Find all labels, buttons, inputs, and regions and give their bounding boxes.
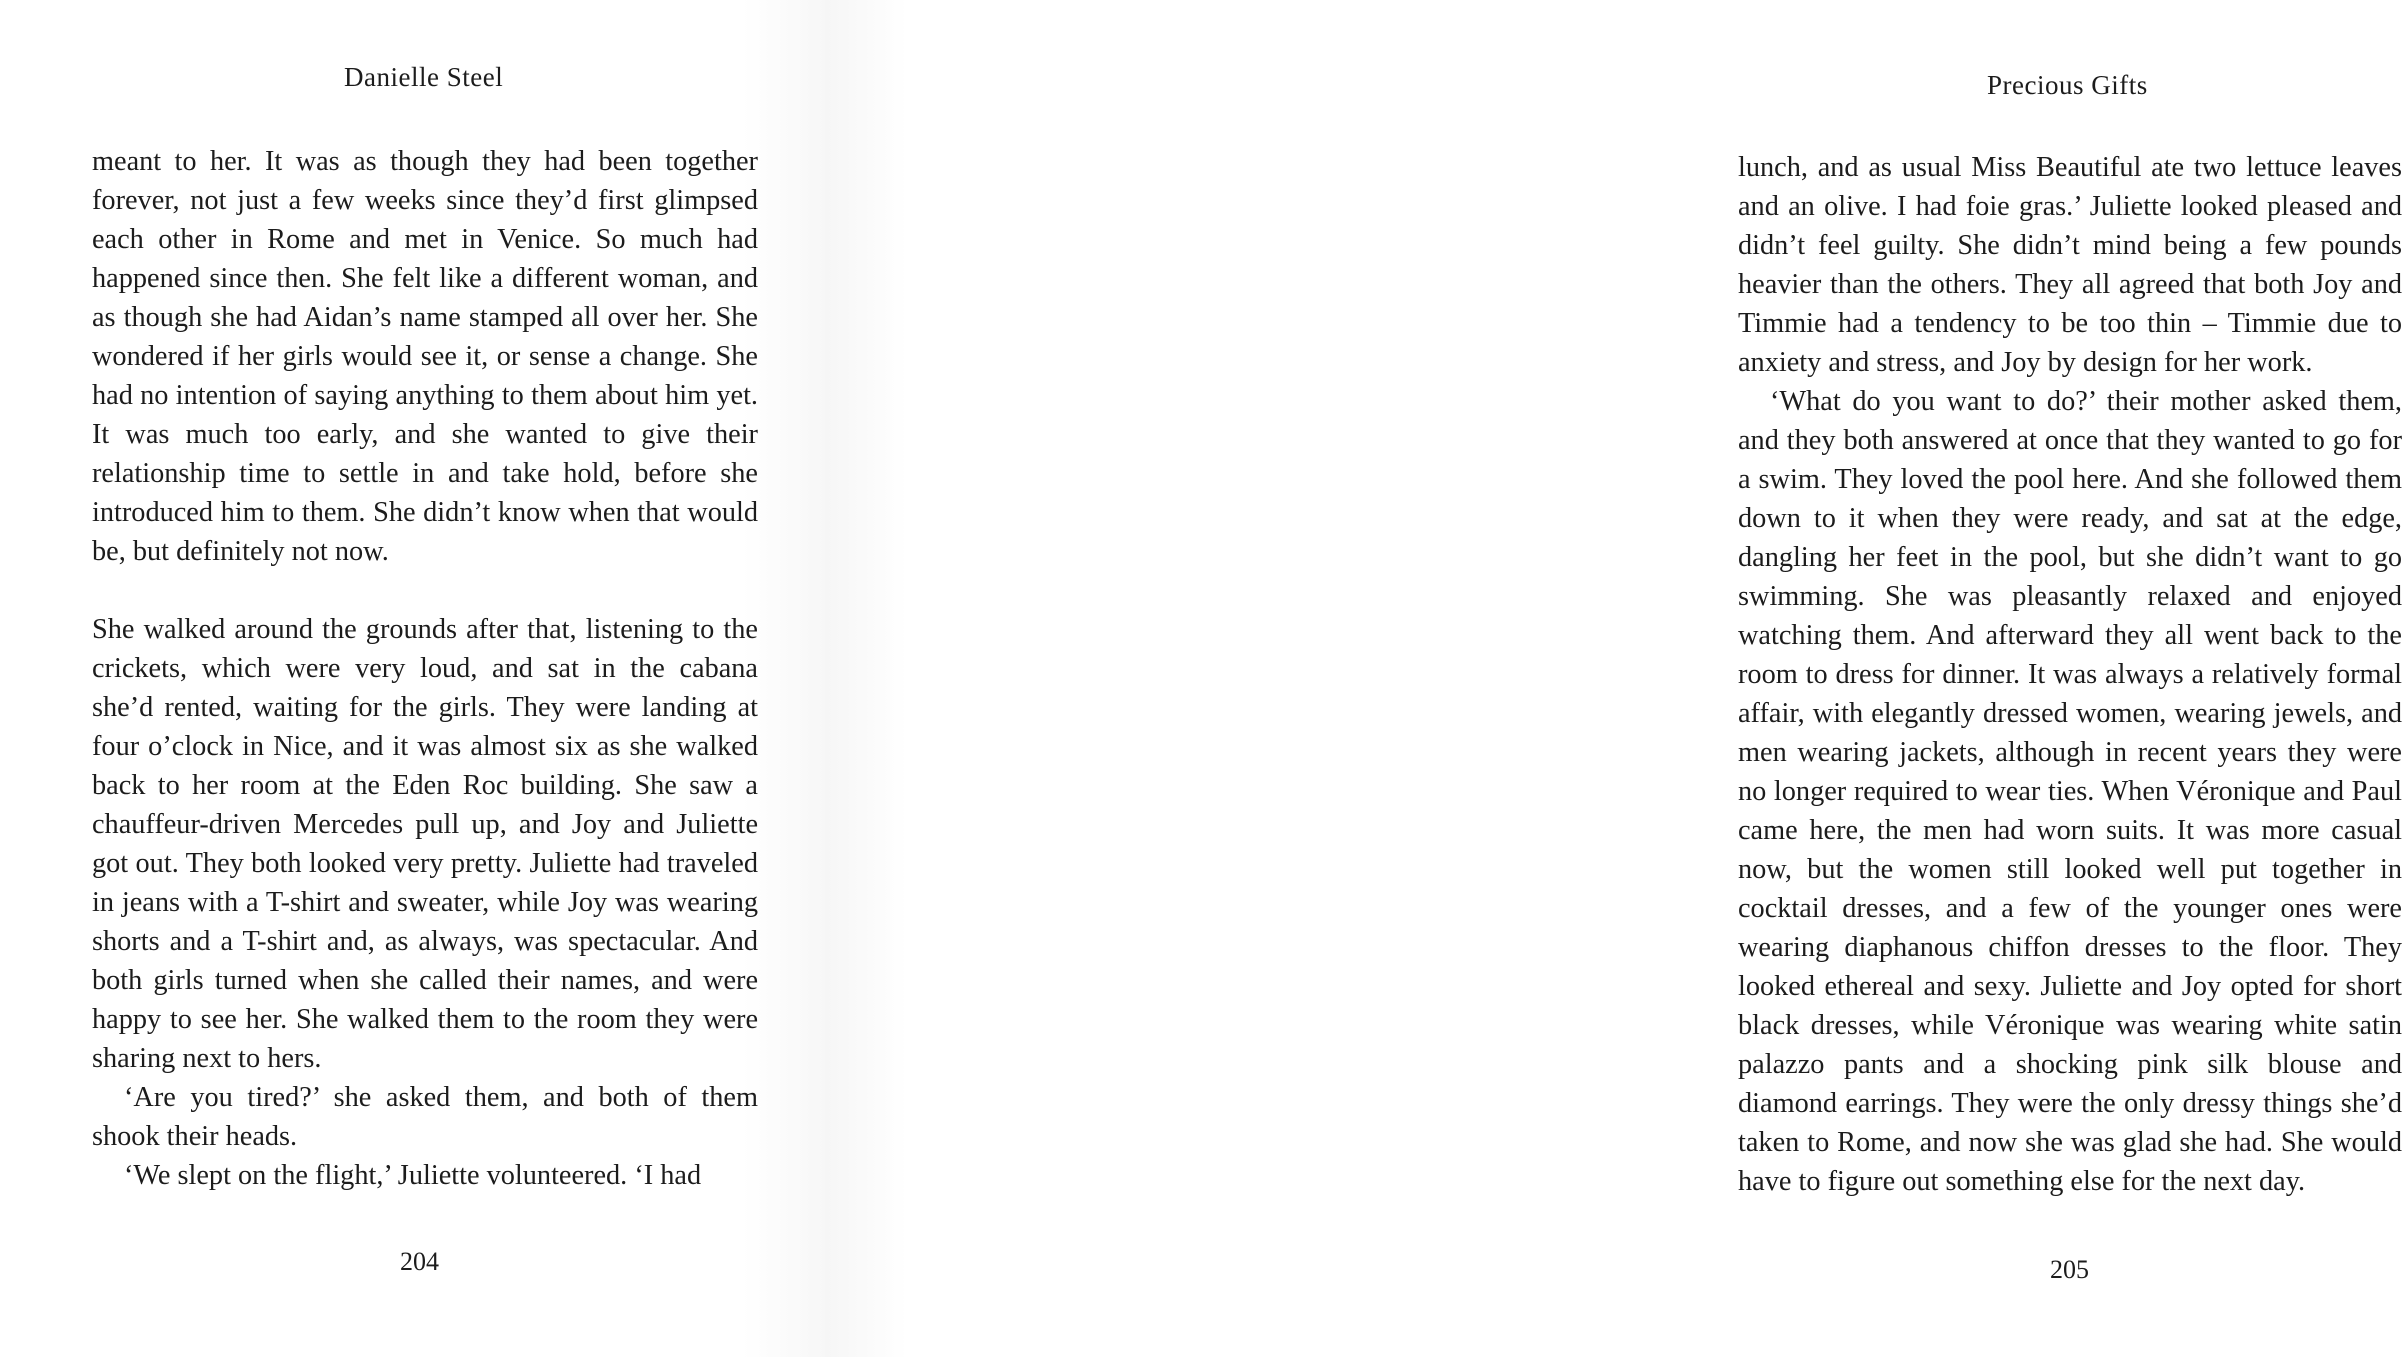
running-head-author: Danielle Steel [344,62,504,92]
running-head-title: Precious Gifts [1987,70,2148,100]
page-number-right: 205 [2050,1255,2089,1284]
paragraph: She walked around the grounds after that, listening to the crickets, which were very loud, and sat in the cabana she’d rented, waiting for the girls. They were landing at four o’clock in Nice, and it was almost six as she walked back to her room at the Eden Roc building. She saw a chauffeur-driven Mercedes pull up, and Joy and Juliette got out. They both looked very pretty. Juliette had traveled in jeans with a T-shirt and sweater, while Joy was wearing shorts and a T-shirt and, as always, was spectacular. And both girls turned when she called their names, and were happy to see her. She walked them to the room they were sharing next to hers. [92,614,758,1074]
paragraph: ‘What do you want to do?’ their mother asked them, and they both answered at once that they wanted to go for a swim. They loved the pool here. And she followed them down to it when they were ready, and sat at the edge, dangling her feet in the pool, but she didn’t want to go swimming. She was pleasantly relaxed and enjoyed watching them. And afterward they all went back to the room to dress for dinner. It was always a relatively formal affair, with elegantly dressed women, wearing jewels, and men wearing jackets, although in recent years they were no longer required to wear ties. When Véronique and Paul came here, the men had worn suits. It was more casual now, but the women still looked well put together in cocktail dresses, and a few of the younger ones were wearing diaphanous chiffon dresses to the floor. They looked ethereal and sexy. Juliette and Joy opted for short black dresses, while Véronique was wearing white satin palazzo pants and a shocking pink silk blouse and diamond earrings. They were the only dressy things she’d taken to Rome, and now she was glad she had. She would have to figure out something else for the next day. [1738,386,2402,1197]
right-page [825,0,2402,1357]
right-page-body [1738,148,2402,1201]
paragraph: lunch, and as usual Miss Beautiful ate two lettuce leaves and an olive. I had foie gras.’ Juliette looked pleased and didn’t feel guilty. She didn’t mind being a few pounds heavier than the others. They all agreed that both Joy and Timmie had a tendency to be too thin – Timmie due to anxiety and stress, and Joy by design for her work. [1738,152,2402,378]
paragraph: ‘Are you tired?’ she asked them, and both of them shook their heads. [92,1082,758,1152]
paragraph: ‘We slept on the flight,’ Juliette volunteered. ‘I had [124,1160,702,1191]
page-number-left: 204 [400,1247,439,1276]
left-page [0,0,825,1357]
paragraph: meant to her. It was as though they had been together forever, not just a few weeks since they’d first glimpsed each other in Rome and met in Venice. So much had happened since then. She felt like a different woman, and as though she had Aidan’s name stamped all over her. She wondered if her girls would see it, or sense a change. She had no intention of saying anything to them about him yet. It was much too early, and she wanted to give their relationship time to settle in and take hold, before she introduced him to them. She didn’t know when that would be, but definitely not now. [92,146,758,567]
left-page-body [92,142,758,1195]
